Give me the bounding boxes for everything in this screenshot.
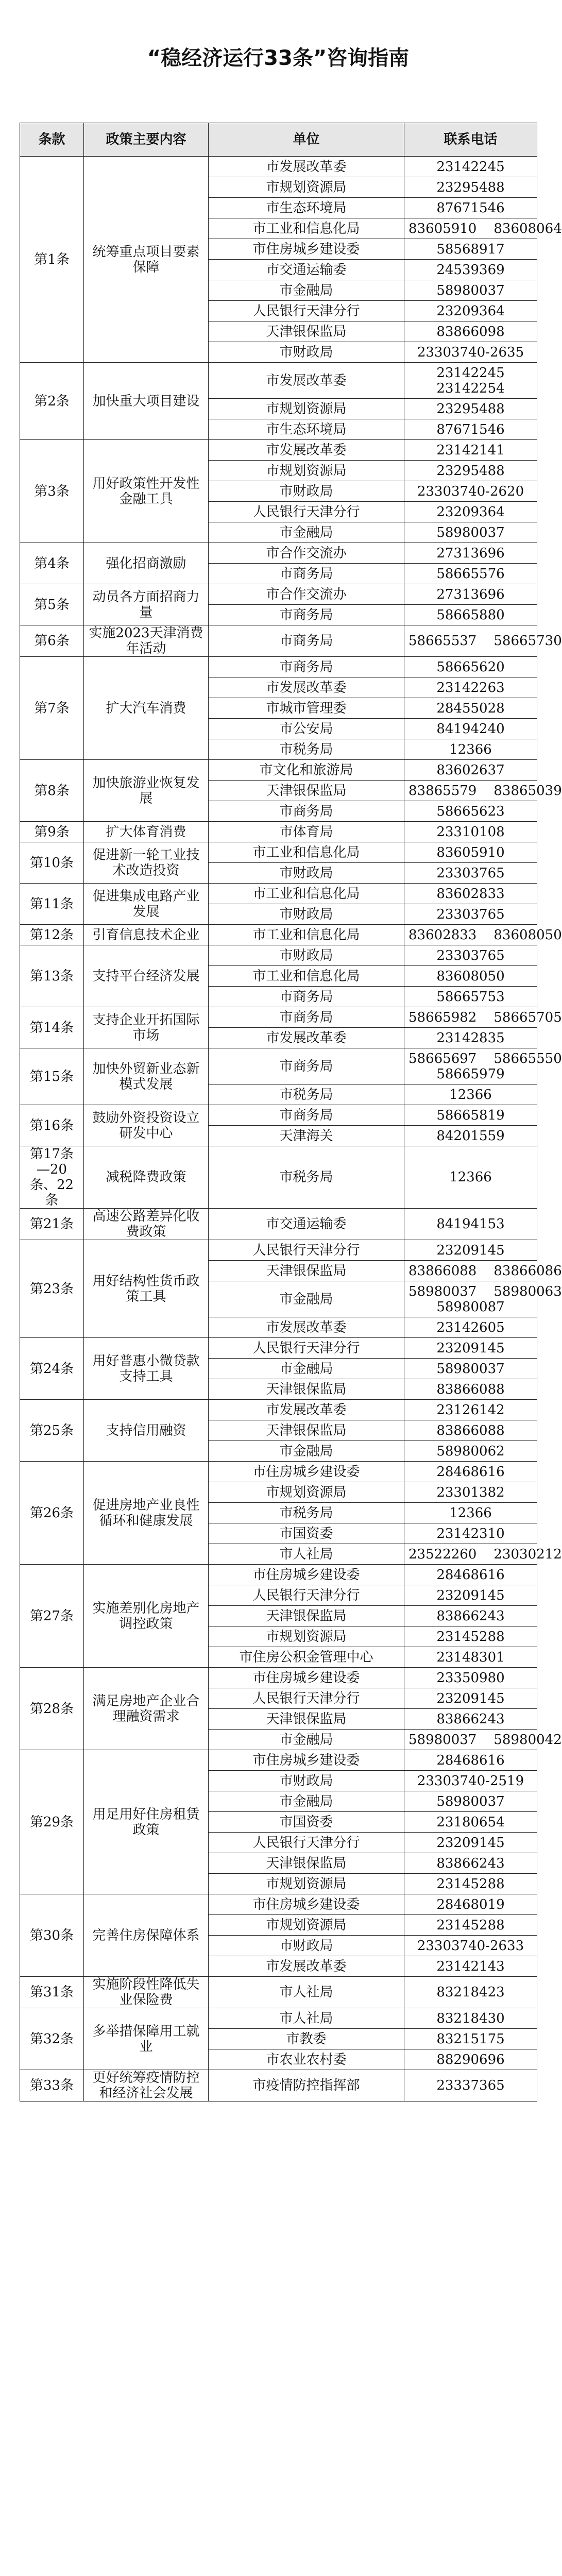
table-row bbox=[20, 543, 537, 564]
table-row bbox=[20, 1105, 537, 1126]
phone-cell: 83602833 83608050 bbox=[404, 925, 537, 945]
table-row bbox=[20, 1462, 537, 1482]
phone-cell: 23209145 bbox=[404, 1833, 537, 1853]
phone-cell: 83218430 bbox=[404, 2008, 537, 2029]
unit-cell: 市金融局 bbox=[209, 1359, 404, 1379]
unit-cell: 市规划资源局 bbox=[209, 1874, 404, 1894]
unit-cell: 市交通运输委 bbox=[209, 1209, 404, 1240]
phone-cell: 23301382 bbox=[404, 1482, 537, 1503]
policy-cell: 用好普惠小微贷款支持工具 bbox=[84, 1338, 209, 1400]
unit-cell: 天津银保监局 bbox=[209, 1379, 404, 1400]
phone-cell: 84201559 bbox=[404, 1126, 537, 1146]
article-cell: 第23条 bbox=[20, 1240, 84, 1338]
phone-cell: 84194240 bbox=[404, 719, 537, 739]
phone-cell: 28455028 bbox=[404, 698, 537, 719]
article-cell: 第29条 bbox=[20, 1750, 84, 1894]
unit-cell: 市商务局 bbox=[209, 657, 404, 677]
unit-cell: 市规划资源局 bbox=[209, 1915, 404, 1936]
phone-cell: 83602833 bbox=[404, 884, 537, 904]
phone-cell: 24539369 bbox=[404, 260, 537, 280]
phone-cell: 23295488 bbox=[404, 399, 537, 419]
policy-cell: 统筹重点项目要素保障 bbox=[84, 157, 209, 363]
table-row bbox=[20, 1565, 537, 1585]
phone-cell: 58980037 58980063 58980087 bbox=[404, 1281, 537, 1317]
phone-cell: 83605910 83608064 bbox=[404, 218, 537, 239]
table-row bbox=[20, 1240, 537, 1261]
unit-cell: 市财政局 bbox=[209, 342, 404, 363]
unit-cell: 市税务局 bbox=[209, 1146, 404, 1209]
unit-cell: 市工业和信息化局 bbox=[209, 842, 404, 863]
table-row bbox=[20, 440, 537, 461]
phone-cell: 58980037 bbox=[404, 280, 537, 301]
unit-cell: 市住房公积金管理中心 bbox=[209, 1647, 404, 1668]
unit-cell: 天津海关 bbox=[209, 1126, 404, 1146]
policy-cell: 动员各方面招商力量 bbox=[84, 584, 209, 625]
unit-cell: 市生态环境局 bbox=[209, 198, 404, 218]
phone-cell: 83608050 bbox=[404, 966, 537, 987]
unit-cell: 天津银保监局 bbox=[209, 1853, 404, 1874]
table-row bbox=[20, 1338, 537, 1359]
article-cell: 第10条 bbox=[20, 842, 84, 884]
unit-cell: 市教委 bbox=[209, 2029, 404, 2049]
unit-cell: 市税务局 bbox=[209, 1503, 404, 1523]
policy-cell: 扩大汽车消费 bbox=[84, 657, 209, 760]
phone-cell: 87671546 bbox=[404, 198, 537, 218]
phone-cell: 83215175 bbox=[404, 2029, 537, 2049]
phone-cell: 58665982 58665705 bbox=[404, 1007, 537, 1028]
policy-cell: 加快外贸新业态新模式发展 bbox=[84, 1048, 209, 1105]
policy-cell: 用好结构性货币政策工具 bbox=[84, 1240, 209, 1338]
phone-cell: 23148301 bbox=[404, 1647, 537, 1668]
unit-cell: 人民银行天津分行 bbox=[209, 1688, 404, 1709]
unit-cell: 市商务局 bbox=[209, 625, 404, 657]
phone-cell: 23337365 bbox=[404, 2070, 537, 2102]
unit-cell: 市财政局 bbox=[209, 1771, 404, 1791]
phone-cell: 27313696 bbox=[404, 584, 537, 605]
unit-cell: 市财政局 bbox=[209, 1936, 404, 1956]
article-cell: 第5条 bbox=[20, 584, 84, 625]
article-cell: 第17条—20条、22条 bbox=[20, 1146, 84, 1209]
unit-cell: 市城市管理委 bbox=[209, 698, 404, 719]
phone-cell: 23142143 bbox=[404, 1956, 537, 1977]
unit-cell: 人民银行天津分行 bbox=[209, 301, 404, 321]
phone-cell: 23303740-2519 bbox=[404, 1771, 537, 1791]
phone-cell: 88290696 bbox=[404, 2049, 537, 2070]
policy-cell: 高速公路差异化收费政策 bbox=[84, 1209, 209, 1240]
header-article: 条款 bbox=[20, 123, 84, 157]
phone-cell: 83218423 bbox=[404, 1977, 537, 2008]
phone-cell: 83866243 bbox=[404, 1709, 537, 1730]
table-row bbox=[20, 1209, 537, 1240]
phone-cell: 58980037 bbox=[404, 1791, 537, 1812]
phone-cell: 12366 bbox=[404, 1084, 537, 1105]
phone-cell: 23303740-2635 bbox=[404, 342, 537, 363]
phone-cell: 23303765 bbox=[404, 945, 537, 966]
phone-cell: 58980037 58980042 bbox=[404, 1730, 537, 1750]
policy-cell: 更好统筹疫情防控和经济社会发展 bbox=[84, 2070, 209, 2102]
article-cell: 第14条 bbox=[20, 1007, 84, 1048]
phone-cell: 23295488 bbox=[404, 461, 537, 481]
phone-cell: 23142310 bbox=[404, 1523, 537, 1544]
phone-cell: 12366 bbox=[404, 1503, 537, 1523]
unit-cell: 市住房城乡建设委 bbox=[209, 1668, 404, 1688]
unit-cell: 市合作交流办 bbox=[209, 584, 404, 605]
unit-cell: 市金融局 bbox=[209, 1441, 404, 1462]
table-row bbox=[20, 1750, 537, 1771]
article-cell: 第32条 bbox=[20, 2008, 84, 2070]
phone-cell: 58980062 bbox=[404, 1441, 537, 1462]
table-row bbox=[20, 1048, 537, 1084]
unit-cell: 市规划资源局 bbox=[209, 177, 404, 198]
policy-cell: 完善住房保障体系 bbox=[84, 1894, 209, 1977]
table-body bbox=[20, 157, 562, 2102]
header-unit: 单位 bbox=[209, 123, 404, 157]
phone-cell: 23180654 bbox=[404, 1812, 537, 1833]
unit-cell: 市金融局 bbox=[209, 1281, 404, 1317]
phone-cell: 23350980 bbox=[404, 1668, 537, 1688]
unit-cell: 市工业和信息化局 bbox=[209, 966, 404, 987]
unit-cell: 市工业和信息化局 bbox=[209, 218, 404, 239]
unit-cell: 市住房城乡建设委 bbox=[209, 1894, 404, 1915]
unit-cell: 市农业农村委 bbox=[209, 2049, 404, 2070]
policy-cell: 促进新一轮工业技术改造投资 bbox=[84, 842, 209, 884]
phone-cell: 12366 bbox=[404, 1146, 537, 1209]
phone-cell: 23145288 bbox=[404, 1626, 537, 1647]
unit-cell: 市住房城乡建设委 bbox=[209, 1750, 404, 1771]
table-row bbox=[20, 657, 537, 677]
policy-cell: 支持企业开拓国际市场 bbox=[84, 1007, 209, 1048]
policy-cell: 实施阶段性降低失业保险费 bbox=[84, 1977, 209, 2008]
unit-cell: 市体育局 bbox=[209, 822, 404, 842]
phone-cell: 87671546 bbox=[404, 419, 537, 440]
phone-cell: 23142263 bbox=[404, 677, 537, 698]
phone-cell: 28468616 bbox=[404, 1462, 537, 1482]
phone-cell: 83866088 bbox=[404, 1379, 537, 1400]
policy-cell: 引育信息技术企业 bbox=[84, 925, 209, 945]
table-row bbox=[20, 925, 537, 945]
unit-cell: 市生态环境局 bbox=[209, 419, 404, 440]
article-cell: 第24条 bbox=[20, 1338, 84, 1400]
unit-cell: 天津银保监局 bbox=[209, 1709, 404, 1730]
phone-cell: 23209364 bbox=[404, 301, 537, 321]
unit-cell: 市规划资源局 bbox=[209, 1482, 404, 1503]
phone-cell: 23142245 bbox=[404, 157, 537, 177]
article-cell: 第2条 bbox=[20, 363, 84, 440]
unit-cell: 市发展改革委 bbox=[209, 1956, 404, 1977]
table-row bbox=[20, 1977, 537, 2008]
table-row bbox=[20, 884, 537, 904]
policy-cell: 强化招商激励 bbox=[84, 543, 209, 584]
article-cell: 第15条 bbox=[20, 1048, 84, 1105]
article-cell: 第13条 bbox=[20, 945, 84, 1007]
unit-cell: 市发展改革委 bbox=[209, 1317, 404, 1338]
policy-cell: 促进集成电路产业发展 bbox=[84, 884, 209, 925]
phone-cell: 23209364 bbox=[404, 502, 537, 522]
unit-cell: 市商务局 bbox=[209, 1105, 404, 1126]
unit-cell: 天津银保监局 bbox=[209, 1420, 404, 1441]
unit-cell: 市发展改革委 bbox=[209, 1400, 404, 1420]
phone-cell: 28468616 bbox=[404, 1565, 537, 1585]
article-cell: 第12条 bbox=[20, 925, 84, 945]
policy-cell: 实施差别化房地产调控政策 bbox=[84, 1565, 209, 1668]
table-row bbox=[20, 760, 537, 781]
phone-cell: 27313696 bbox=[404, 543, 537, 564]
article-cell: 第31条 bbox=[20, 1977, 84, 2008]
unit-cell: 市金融局 bbox=[209, 1730, 404, 1750]
phone-cell: 23303740-2633 bbox=[404, 1936, 537, 1956]
table-row bbox=[20, 1146, 537, 1209]
unit-cell: 市人社局 bbox=[209, 1544, 404, 1565]
phone-cell: 23142835 bbox=[404, 1028, 537, 1048]
contact-table bbox=[20, 123, 562, 2102]
unit-cell: 市住房城乡建设委 bbox=[209, 1462, 404, 1482]
unit-cell: 市人社局 bbox=[209, 2008, 404, 2029]
phone-cell: 23142605 bbox=[404, 1317, 537, 1338]
unit-cell: 市商务局 bbox=[209, 564, 404, 584]
unit-cell: 市税务局 bbox=[209, 1084, 404, 1105]
phone-cell: 23145288 bbox=[404, 1915, 537, 1936]
phone-cell: 84194153 bbox=[404, 1209, 537, 1240]
policy-cell: 用足用好住房租赁政策 bbox=[84, 1750, 209, 1894]
header-policy: 政策主要内容 bbox=[84, 123, 209, 157]
unit-cell: 市规划资源局 bbox=[209, 461, 404, 481]
phone-cell: 58665623 bbox=[404, 801, 537, 822]
phone-cell: 23310108 bbox=[404, 822, 537, 842]
article-cell: 第1条 bbox=[20, 157, 84, 363]
article-cell: 第30条 bbox=[20, 1894, 84, 1977]
unit-cell: 市税务局 bbox=[209, 739, 404, 760]
table-header-row bbox=[20, 123, 537, 157]
phone-cell: 83866088 bbox=[404, 1420, 537, 1441]
unit-cell: 人民银行天津分行 bbox=[209, 502, 404, 522]
article-cell: 第27条 bbox=[20, 1565, 84, 1668]
header-phone: 联系电话 bbox=[404, 123, 537, 157]
unit-cell: 天津银保监局 bbox=[209, 321, 404, 342]
phone-cell: 23142245 23142254 bbox=[404, 363, 537, 399]
unit-cell: 市住房城乡建设委 bbox=[209, 239, 404, 260]
unit-cell: 市财政局 bbox=[209, 945, 404, 966]
phone-cell: 58980037 bbox=[404, 1359, 537, 1379]
unit-cell: 市发展改革委 bbox=[209, 677, 404, 698]
phone-cell: 83866098 bbox=[404, 321, 537, 342]
policy-cell: 满足房地产企业合理融资需求 bbox=[84, 1668, 209, 1750]
unit-cell: 人民银行天津分行 bbox=[209, 1338, 404, 1359]
policy-cell: 加快旅游业恢复发展 bbox=[84, 760, 209, 822]
article-cell: 第26条 bbox=[20, 1462, 84, 1565]
article-cell: 第11条 bbox=[20, 884, 84, 925]
unit-cell: 市规划资源局 bbox=[209, 399, 404, 419]
phone-cell: 23295488 bbox=[404, 177, 537, 198]
table-row bbox=[20, 945, 537, 966]
phone-cell: 83602637 bbox=[404, 760, 537, 781]
unit-cell: 市住房城乡建设委 bbox=[209, 1565, 404, 1585]
phone-cell: 83866243 bbox=[404, 1853, 537, 1874]
phone-cell: 23303765 bbox=[404, 904, 537, 925]
policy-cell: 支持平台经济发展 bbox=[84, 945, 209, 1007]
unit-cell: 市疫情防控指挥部 bbox=[209, 2070, 404, 2102]
unit-cell: 市金融局 bbox=[209, 280, 404, 301]
table-row bbox=[20, 625, 537, 657]
article-cell: 第33条 bbox=[20, 2070, 84, 2102]
unit-cell: 市商务局 bbox=[209, 1048, 404, 1084]
table-row bbox=[20, 1007, 537, 1028]
phone-cell: 23209145 bbox=[404, 1240, 537, 1261]
table-row bbox=[20, 2008, 537, 2029]
phone-cell: 23209145 bbox=[404, 1688, 537, 1709]
phone-cell: 58665576 bbox=[404, 564, 537, 584]
phone-cell: 58568917 bbox=[404, 239, 537, 260]
unit-cell: 市发展改革委 bbox=[209, 440, 404, 461]
policy-cell: 多举措保障用工就业 bbox=[84, 2008, 209, 2070]
unit-cell: 市公安局 bbox=[209, 719, 404, 739]
table-row bbox=[20, 2070, 537, 2102]
phone-cell: 23209145 bbox=[404, 1338, 537, 1359]
unit-cell: 人民银行天津分行 bbox=[209, 1240, 404, 1261]
unit-cell: 市金融局 bbox=[209, 522, 404, 543]
table-row bbox=[20, 822, 537, 842]
article-cell: 第3条 bbox=[20, 440, 84, 543]
phone-cell: 23522260 23030212 bbox=[404, 1544, 537, 1565]
unit-cell: 人民银行天津分行 bbox=[209, 1585, 404, 1606]
unit-cell: 天津银保监局 bbox=[209, 781, 404, 801]
policy-cell: 用好政策性开发性金融工具 bbox=[84, 440, 209, 543]
article-cell: 第9条 bbox=[20, 822, 84, 842]
unit-cell: 人民银行天津分行 bbox=[209, 1833, 404, 1853]
phone-cell: 58665819 bbox=[404, 1105, 537, 1126]
policy-cell: 减税降费政策 bbox=[84, 1146, 209, 1209]
article-cell: 第21条 bbox=[20, 1209, 84, 1240]
phone-cell: 83866243 bbox=[404, 1606, 537, 1626]
phone-cell: 83866088 83866086 bbox=[404, 1261, 537, 1281]
article-cell: 第7条 bbox=[20, 657, 84, 760]
policy-cell: 扩大体育消费 bbox=[84, 822, 209, 842]
policy-cell: 促进房地产业良性循环和健康发展 bbox=[84, 1462, 209, 1565]
policy-cell: 支持信用融资 bbox=[84, 1400, 209, 1462]
phone-cell: 23303765 bbox=[404, 863, 537, 884]
table-row bbox=[20, 157, 537, 177]
unit-cell: 市规划资源局 bbox=[209, 1626, 404, 1647]
phone-cell: 58665620 bbox=[404, 657, 537, 677]
table-row bbox=[20, 1668, 537, 1688]
phone-cell: 28468019 bbox=[404, 1894, 537, 1915]
phone-cell: 83605910 bbox=[404, 842, 537, 863]
phone-cell: 28468616 bbox=[404, 1750, 537, 1771]
unit-cell: 市合作交流办 bbox=[209, 543, 404, 564]
policy-cell: 加快重大项目建设 bbox=[84, 363, 209, 440]
unit-cell: 市人社局 bbox=[209, 1977, 404, 2008]
phone-cell: 12366 bbox=[404, 739, 537, 760]
unit-cell: 市财政局 bbox=[209, 904, 404, 925]
unit-cell: 市商务局 bbox=[209, 1007, 404, 1028]
phone-cell: 23303740-2620 bbox=[404, 481, 537, 502]
article-cell: 第8条 bbox=[20, 760, 84, 822]
unit-cell: 市文化和旅游局 bbox=[209, 760, 404, 781]
phone-cell: 58665697 58665550 58665979 bbox=[404, 1048, 537, 1084]
table-row bbox=[20, 584, 537, 605]
unit-cell: 市国资委 bbox=[209, 1812, 404, 1833]
page-title: “稳经济运行33条”咨询指南 bbox=[147, 46, 410, 70]
unit-cell: 市发展改革委 bbox=[209, 363, 404, 399]
unit-cell: 市商务局 bbox=[209, 605, 404, 625]
unit-cell: 市商务局 bbox=[209, 801, 404, 822]
table-row bbox=[20, 363, 537, 399]
phone-cell: 23126142 bbox=[404, 1400, 537, 1420]
table-row bbox=[20, 842, 537, 863]
phone-cell: 23145288 bbox=[404, 1874, 537, 1894]
unit-cell: 市交通运输委 bbox=[209, 260, 404, 280]
unit-cell: 天津银保监局 bbox=[209, 1606, 404, 1626]
unit-cell: 市工业和信息化局 bbox=[209, 884, 404, 904]
phone-cell: 58980037 bbox=[404, 522, 537, 543]
unit-cell: 市发展改革委 bbox=[209, 157, 404, 177]
table-row bbox=[20, 1400, 537, 1420]
unit-cell: 市发展改革委 bbox=[209, 1028, 404, 1048]
unit-cell: 天津银保监局 bbox=[209, 1261, 404, 1281]
policy-cell: 鼓励外资投资设立研发中心 bbox=[84, 1105, 209, 1146]
unit-cell: 市商务局 bbox=[209, 987, 404, 1007]
unit-cell: 市财政局 bbox=[209, 863, 404, 884]
table-row bbox=[20, 1894, 537, 1915]
phone-cell: 58665537 58665730 bbox=[404, 625, 537, 657]
phone-cell: 23209145 bbox=[404, 1585, 537, 1606]
phone-cell: 58665880 bbox=[404, 605, 537, 625]
article-cell: 第4条 bbox=[20, 543, 84, 584]
article-cell: 第6条 bbox=[20, 625, 84, 657]
unit-cell: 市工业和信息化局 bbox=[209, 925, 404, 945]
phone-cell: 83865579 83865039 bbox=[404, 781, 537, 801]
article-cell: 第28条 bbox=[20, 1668, 84, 1750]
unit-cell: 市国资委 bbox=[209, 1523, 404, 1544]
policy-cell: 实施2023天津消费年活动 bbox=[84, 625, 209, 657]
unit-cell: 市金融局 bbox=[209, 1791, 404, 1812]
article-cell: 第16条 bbox=[20, 1105, 84, 1146]
phone-cell: 58665753 bbox=[404, 987, 537, 1007]
phone-cell: 23142141 bbox=[404, 440, 537, 461]
article-cell: 第25条 bbox=[20, 1400, 84, 1462]
unit-cell: 市财政局 bbox=[209, 481, 404, 502]
